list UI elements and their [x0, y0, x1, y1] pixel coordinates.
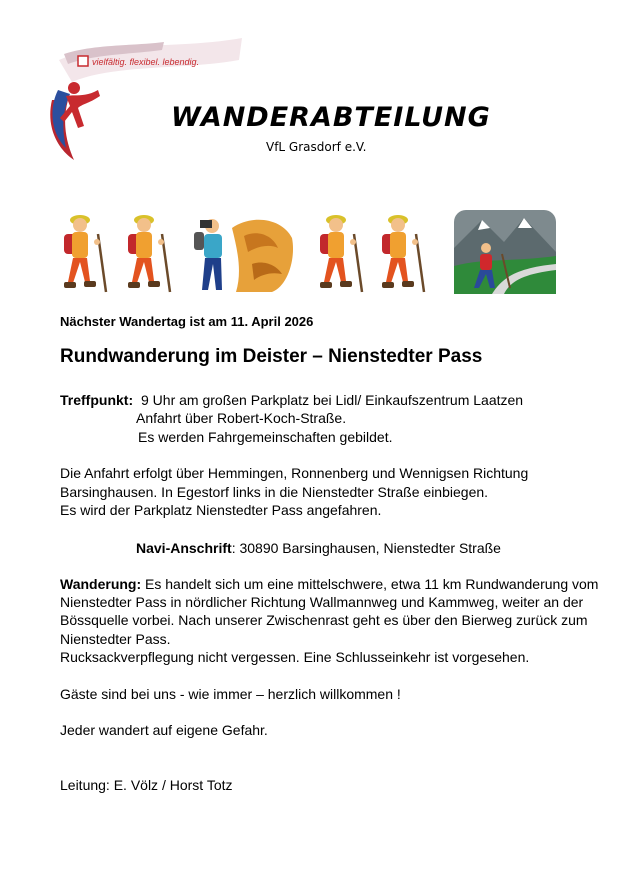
meeting-label: Treffpunkt: [60, 392, 134, 408]
navi-address [136, 539, 501, 557]
page-title: WANDERABTEILUNG [171, 102, 491, 133]
tour-title: Rundwanderung im Deister – Nienstedter Pass [60, 346, 483, 367]
hiker-icon [58, 208, 112, 296]
mountain-hiker-icon [452, 208, 558, 296]
hike-line-1 [60, 575, 598, 593]
club-logo [44, 30, 244, 165]
meeting-line-1 [60, 391, 523, 409]
hike-line-5: Rucksackverpflegung nicht vergessen. Eine Schlusseinkehr ist vorgesehen. [60, 649, 530, 665]
tour-leader: Leitung: E. Völz / Horst Totz [60, 777, 233, 793]
meeting-directions: Anfahrt über Robert-Koch-Straße. [136, 410, 347, 426]
route-line-3: Es wird der Parkplatz Nienstedter Pass angefahren. [60, 502, 382, 518]
route-line-1: Die Anfahrt erfolgt über Hemmingen, Ronnenberg und Wennigsen Richtung [60, 465, 529, 481]
hike-line-3: Bössquelle vorbei. Nach unserer Zwischenrast geht es über den Bierweg zurück zum [60, 612, 588, 628]
photographer-icon [192, 208, 296, 296]
hiker-icon [122, 208, 176, 296]
meeting-carpool: Es werden Fahrgemeinschaften gebildet. [138, 429, 393, 445]
hiker-icon [314, 208, 368, 296]
club-name: VfL Grasdorf e.V. [266, 140, 367, 154]
logo-slogan: vielfältig. flexibel. lebendig. [92, 57, 200, 67]
navi-value: : 30890 Barsinghausen, Nienstedter Straße [231, 540, 501, 556]
hike-line-2: Nienstedter Pass in nördlicher Richtung Wallmannweg und Kammweg, weiter an der [60, 594, 584, 610]
next-hike-date: Nächster Wandertag ist am 11. April 2026 [60, 314, 314, 329]
own-risk-note: Jeder wandert auf eigene Gefahr. [60, 722, 268, 738]
hiker-icon [376, 208, 430, 296]
route-line-2: Barsinghausen. In Egestorf links in die Nienstedter Straße einbiegen. [60, 484, 489, 500]
hike-line-4: Nienstedter Pass. [60, 631, 171, 647]
hike-text-1: Es handelt sich um eine mittelschwere, etwa 11 km Rundwanderung vom [141, 576, 599, 592]
hike-label: Wanderung: [60, 576, 142, 592]
guests-welcome: Gäste sind bei uns - wie immer – herzlich willkommen ! [60, 686, 401, 702]
navi-label: Navi-Anschrift [136, 540, 232, 556]
meeting-time-place: 9 Uhr am großen Parkplatz bei Lidl/ Einkaufszentrum Laatzen [141, 392, 524, 408]
